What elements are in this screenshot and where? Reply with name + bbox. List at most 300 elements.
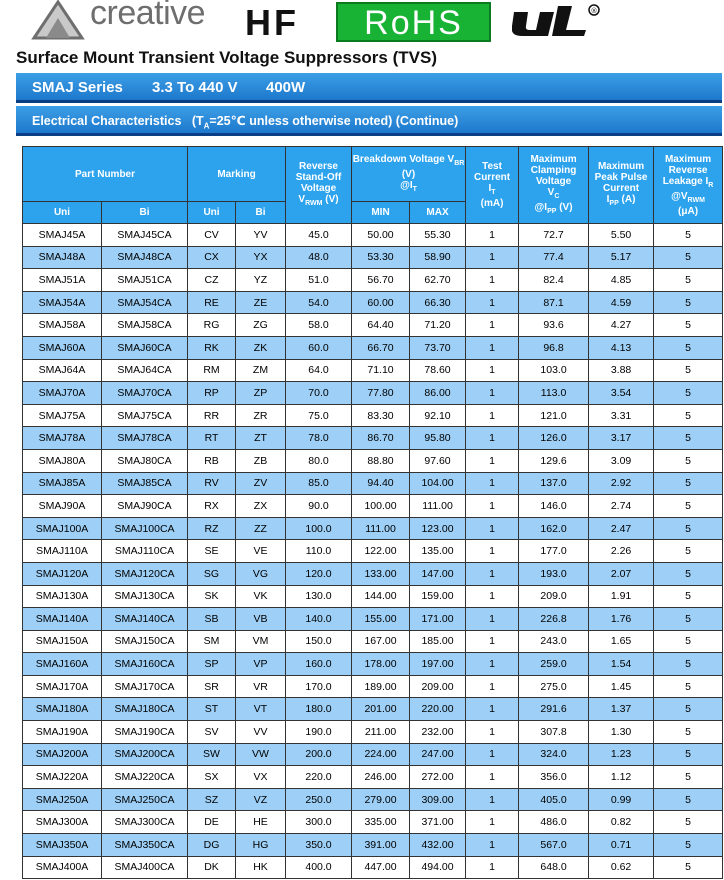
rohs-badge bbox=[336, 2, 491, 42]
cell-standoff-voltage: 190.0 bbox=[286, 721, 352, 744]
cell-breakdown-max: 135.00 bbox=[410, 540, 466, 563]
cell-part-uni: SMAJ75A bbox=[23, 404, 102, 427]
cell-marking-bi: HE bbox=[236, 811, 286, 834]
cell-part-bi: SMAJ350CA bbox=[102, 834, 188, 857]
cell-breakdown-max: 159.00 bbox=[410, 585, 466, 608]
cell-marking-bi: VV bbox=[236, 721, 286, 744]
cell-test-current: 1 bbox=[466, 721, 519, 744]
series-voltage: 3.3 To 440 V bbox=[152, 79, 238, 96]
table-row bbox=[23, 314, 723, 337]
cell-part-uni: SMAJ170A bbox=[23, 675, 102, 698]
section-banner bbox=[16, 106, 722, 136]
cell-part-uni: SMAJ110A bbox=[23, 540, 102, 563]
cell-test-current: 1 bbox=[466, 224, 519, 247]
header-logos bbox=[0, 0, 724, 46]
cell-breakdown-max: 55.30 bbox=[410, 224, 466, 247]
cell-part-bi: SMAJ160CA bbox=[102, 653, 188, 676]
cell-clamping-voltage: 103.0 bbox=[519, 359, 589, 382]
cell-test-current: 1 bbox=[466, 540, 519, 563]
cell-part-bi: SMAJ250CA bbox=[102, 788, 188, 811]
cell-part-bi: SMAJ58CA bbox=[102, 314, 188, 337]
table-row bbox=[23, 291, 723, 314]
cell-standoff-voltage: 150.0 bbox=[286, 630, 352, 653]
header-marking-bi: Bi bbox=[236, 202, 286, 224]
cell-peak-pulse-current: 1.76 bbox=[589, 608, 654, 631]
cell-clamping-voltage: 121.0 bbox=[519, 404, 589, 427]
cell-part-uni: SMAJ180A bbox=[23, 698, 102, 721]
cell-marking-uni: RB bbox=[188, 449, 236, 472]
cell-test-current: 1 bbox=[466, 698, 519, 721]
cell-breakdown-min: 94.40 bbox=[352, 472, 410, 495]
cell-marking-bi: ZE bbox=[236, 291, 286, 314]
cell-marking-uni: DG bbox=[188, 834, 236, 857]
cell-test-current: 1 bbox=[466, 788, 519, 811]
cell-marking-uni: SX bbox=[188, 766, 236, 789]
cell-peak-pulse-current: 1.23 bbox=[589, 743, 654, 766]
header-peak-pulse-current: Maximum Peak Pulse Current $I_{PP}$ (A) bbox=[589, 147, 654, 224]
series-power: 400W bbox=[266, 79, 306, 96]
cell-reverse-leakage: 5 bbox=[654, 427, 723, 450]
cell-marking-bi: VZ bbox=[236, 788, 286, 811]
cell-reverse-leakage: 5 bbox=[654, 608, 723, 631]
cell-part-bi: SMAJ100CA bbox=[102, 517, 188, 540]
cell-clamping-voltage: 96.8 bbox=[519, 336, 589, 359]
table-row bbox=[23, 517, 723, 540]
cell-clamping-voltage: 209.0 bbox=[519, 585, 589, 608]
cell-breakdown-max: 95.80 bbox=[410, 427, 466, 450]
table-row bbox=[23, 856, 723, 879]
cell-breakdown-max: 185.00 bbox=[410, 630, 466, 653]
cell-part-uni: SMAJ51A bbox=[23, 269, 102, 292]
cell-breakdown-min: 86.70 bbox=[352, 427, 410, 450]
cell-breakdown-min: 167.00 bbox=[352, 630, 410, 653]
table-row bbox=[23, 246, 723, 269]
cell-standoff-voltage: 64.0 bbox=[286, 359, 352, 382]
cell-marking-uni: RE bbox=[188, 291, 236, 314]
cell-part-bi: SMAJ170CA bbox=[102, 675, 188, 698]
cell-marking-bi: ZX bbox=[236, 495, 286, 518]
cell-breakdown-min: 122.00 bbox=[352, 540, 410, 563]
cell-test-current: 1 bbox=[466, 427, 519, 450]
table-row bbox=[23, 449, 723, 472]
cell-part-uni: SMAJ220A bbox=[23, 766, 102, 789]
cell-reverse-leakage: 5 bbox=[654, 382, 723, 405]
cell-peak-pulse-current: 3.31 bbox=[589, 404, 654, 427]
cell-part-uni: SMAJ140A bbox=[23, 608, 102, 631]
cell-part-bi: SMAJ90CA bbox=[102, 495, 188, 518]
cell-part-bi: SMAJ150CA bbox=[102, 630, 188, 653]
cell-test-current: 1 bbox=[466, 246, 519, 269]
cell-test-current: 1 bbox=[466, 314, 519, 337]
cell-reverse-leakage: 5 bbox=[654, 743, 723, 766]
cell-breakdown-max: 92.10 bbox=[410, 404, 466, 427]
cell-clamping-voltage: 82.4 bbox=[519, 269, 589, 292]
header-max: MAX bbox=[410, 202, 466, 224]
cell-standoff-voltage: 180.0 bbox=[286, 698, 352, 721]
cell-breakdown-min: 224.00 bbox=[352, 743, 410, 766]
cell-breakdown-max: 104.00 bbox=[410, 472, 466, 495]
cell-clamping-voltage: 486.0 bbox=[519, 811, 589, 834]
cell-breakdown-min: 279.00 bbox=[352, 788, 410, 811]
cell-clamping-voltage: 113.0 bbox=[519, 382, 589, 405]
page-title: Surface Mount Transient Voltage Suppressors (TVS) bbox=[16, 48, 437, 67]
cell-standoff-voltage: 220.0 bbox=[286, 766, 352, 789]
cell-breakdown-min: 77.80 bbox=[352, 382, 410, 405]
cell-part-bi: SMAJ220CA bbox=[102, 766, 188, 789]
cell-part-bi: SMAJ64CA bbox=[102, 359, 188, 382]
cell-breakdown-max: 309.00 bbox=[410, 788, 466, 811]
cell-marking-bi: YX bbox=[236, 246, 286, 269]
cell-standoff-voltage: 300.0 bbox=[286, 811, 352, 834]
cell-clamping-voltage: 291.6 bbox=[519, 698, 589, 721]
ul-certification-icon bbox=[512, 4, 602, 38]
cell-breakdown-min: 144.00 bbox=[352, 585, 410, 608]
cell-clamping-voltage: 146.0 bbox=[519, 495, 589, 518]
cell-marking-bi: VT bbox=[236, 698, 286, 721]
cell-clamping-voltage: 275.0 bbox=[519, 675, 589, 698]
cell-clamping-voltage: 137.0 bbox=[519, 472, 589, 495]
cell-reverse-leakage: 5 bbox=[654, 675, 723, 698]
cell-part-uni: SMAJ70A bbox=[23, 382, 102, 405]
cell-marking-bi: YV bbox=[236, 224, 286, 247]
cell-breakdown-max: 78.60 bbox=[410, 359, 466, 382]
cell-standoff-voltage: 140.0 bbox=[286, 608, 352, 631]
cell-part-bi: SMAJ190CA bbox=[102, 721, 188, 744]
cell-part-uni: SMAJ60A bbox=[23, 336, 102, 359]
cell-peak-pulse-current: 0.99 bbox=[589, 788, 654, 811]
cell-marking-bi: VM bbox=[236, 630, 286, 653]
cell-clamping-voltage: 126.0 bbox=[519, 427, 589, 450]
cell-part-uni: SMAJ48A bbox=[23, 246, 102, 269]
table-row bbox=[23, 675, 723, 698]
cell-reverse-leakage: 5 bbox=[654, 269, 723, 292]
cell-breakdown-min: 88.80 bbox=[352, 449, 410, 472]
cell-marking-uni: RG bbox=[188, 314, 236, 337]
cell-marking-uni: RP bbox=[188, 382, 236, 405]
cell-marking-bi: HG bbox=[236, 834, 286, 857]
cell-part-uni: SMAJ250A bbox=[23, 788, 102, 811]
cell-part-uni: SMAJ150A bbox=[23, 630, 102, 653]
cell-part-bi: SMAJ140CA bbox=[102, 608, 188, 631]
cell-reverse-leakage: 5 bbox=[654, 834, 723, 857]
cell-marking-bi: VP bbox=[236, 653, 286, 676]
table-row bbox=[23, 788, 723, 811]
header-min: MIN bbox=[352, 202, 410, 224]
ul-registered-mark: ® bbox=[590, 7, 598, 15]
table-row bbox=[23, 269, 723, 292]
cell-marking-bi: ZZ bbox=[236, 517, 286, 540]
cell-reverse-leakage: 5 bbox=[654, 585, 723, 608]
cell-marking-uni: SZ bbox=[188, 788, 236, 811]
cell-peak-pulse-current: 0.82 bbox=[589, 811, 654, 834]
cell-peak-pulse-current: 2.07 bbox=[589, 562, 654, 585]
cell-marking-uni: RZ bbox=[188, 517, 236, 540]
cell-breakdown-max: 97.60 bbox=[410, 449, 466, 472]
table-body bbox=[23, 224, 723, 879]
cell-clamping-voltage: 72.7 bbox=[519, 224, 589, 247]
cell-part-bi: SMAJ180CA bbox=[102, 698, 188, 721]
cell-breakdown-min: 66.70 bbox=[352, 336, 410, 359]
cell-part-uni: SMAJ130A bbox=[23, 585, 102, 608]
cell-peak-pulse-current: 0.71 bbox=[589, 834, 654, 857]
cell-part-bi: SMAJ70CA bbox=[102, 382, 188, 405]
cell-marking-uni: SV bbox=[188, 721, 236, 744]
cell-peak-pulse-current: 1.37 bbox=[589, 698, 654, 721]
cell-clamping-voltage: 162.0 bbox=[519, 517, 589, 540]
cell-marking-bi: ZT bbox=[236, 427, 286, 450]
cell-peak-pulse-current: 3.54 bbox=[589, 382, 654, 405]
cell-standoff-voltage: 170.0 bbox=[286, 675, 352, 698]
cell-part-bi: SMAJ85CA bbox=[102, 472, 188, 495]
header-standoff-voltage: Reverse Stand-Off Voltage $V_{RWM}$ (V) bbox=[286, 147, 352, 224]
cell-breakdown-min: 83.30 bbox=[352, 404, 410, 427]
header-clamping-voltage: Maximum Clamping Voltage $V_C$ $@I_{PP}$ (V) bbox=[519, 147, 589, 224]
cell-standoff-voltage: 80.0 bbox=[286, 449, 352, 472]
cell-marking-uni: RK bbox=[188, 336, 236, 359]
cell-breakdown-min: 71.10 bbox=[352, 359, 410, 382]
cell-test-current: 1 bbox=[466, 743, 519, 766]
table-row bbox=[23, 472, 723, 495]
cell-breakdown-min: 50.00 bbox=[352, 224, 410, 247]
cell-breakdown-min: 335.00 bbox=[352, 811, 410, 834]
cell-breakdown-max: 73.70 bbox=[410, 336, 466, 359]
cell-standoff-voltage: 48.0 bbox=[286, 246, 352, 269]
cell-marking-uni: CX bbox=[188, 246, 236, 269]
cell-reverse-leakage: 5 bbox=[654, 472, 723, 495]
cell-peak-pulse-current: 2.74 bbox=[589, 495, 654, 518]
cell-breakdown-min: 201.00 bbox=[352, 698, 410, 721]
cell-standoff-voltage: 60.0 bbox=[286, 336, 352, 359]
cell-peak-pulse-current: 4.59 bbox=[589, 291, 654, 314]
cell-marking-bi: ZR bbox=[236, 404, 286, 427]
header-marking-uni: Uni bbox=[188, 202, 236, 224]
table-row bbox=[23, 743, 723, 766]
header-part-number: Part Number bbox=[23, 147, 188, 202]
cell-part-uni: SMAJ58A bbox=[23, 314, 102, 337]
table-row bbox=[23, 653, 723, 676]
cell-peak-pulse-current: 1.30 bbox=[589, 721, 654, 744]
cell-marking-bi: VG bbox=[236, 562, 286, 585]
cell-test-current: 1 bbox=[466, 562, 519, 585]
cell-breakdown-max: 209.00 bbox=[410, 675, 466, 698]
cell-part-uni: SMAJ200A bbox=[23, 743, 102, 766]
table-row bbox=[23, 630, 723, 653]
cell-marking-bi: HK bbox=[236, 856, 286, 879]
cell-marking-uni: ST bbox=[188, 698, 236, 721]
header-bi: Bi bbox=[102, 202, 188, 224]
cell-part-uni: SMAJ400A bbox=[23, 856, 102, 879]
cell-marking-uni: RV bbox=[188, 472, 236, 495]
header-uni: Uni bbox=[23, 202, 102, 224]
cell-part-bi: SMAJ110CA bbox=[102, 540, 188, 563]
cell-breakdown-min: 100.00 bbox=[352, 495, 410, 518]
cell-standoff-voltage: 110.0 bbox=[286, 540, 352, 563]
table-row bbox=[23, 540, 723, 563]
cell-peak-pulse-current: 1.45 bbox=[589, 675, 654, 698]
cell-breakdown-min: 178.00 bbox=[352, 653, 410, 676]
cell-marking-bi: ZG bbox=[236, 314, 286, 337]
cell-reverse-leakage: 5 bbox=[654, 224, 723, 247]
cell-standoff-voltage: 75.0 bbox=[286, 404, 352, 427]
cell-clamping-voltage: 356.0 bbox=[519, 766, 589, 789]
cell-breakdown-min: 56.70 bbox=[352, 269, 410, 292]
cell-breakdown-min: 64.40 bbox=[352, 314, 410, 337]
cell-part-bi: SMAJ51CA bbox=[102, 269, 188, 292]
cell-marking-bi: ZM bbox=[236, 359, 286, 382]
cell-clamping-voltage: 177.0 bbox=[519, 540, 589, 563]
cell-test-current: 1 bbox=[466, 404, 519, 427]
cell-clamping-voltage: 87.1 bbox=[519, 291, 589, 314]
cell-test-current: 1 bbox=[466, 630, 519, 653]
cell-test-current: 1 bbox=[466, 269, 519, 292]
cell-reverse-leakage: 5 bbox=[654, 336, 723, 359]
cell-clamping-voltage: 307.8 bbox=[519, 721, 589, 744]
cell-marking-uni: SG bbox=[188, 562, 236, 585]
cell-part-uni: SMAJ350A bbox=[23, 834, 102, 857]
cell-peak-pulse-current: 5.50 bbox=[589, 224, 654, 247]
cell-breakdown-min: 111.00 bbox=[352, 517, 410, 540]
cell-test-current: 1 bbox=[466, 811, 519, 834]
cell-breakdown-min: 53.30 bbox=[352, 246, 410, 269]
cell-reverse-leakage: 5 bbox=[654, 562, 723, 585]
cell-marking-bi: VE bbox=[236, 540, 286, 563]
cell-peak-pulse-current: 2.92 bbox=[589, 472, 654, 495]
cell-part-bi: SMAJ78CA bbox=[102, 427, 188, 450]
cell-marking-uni: SP bbox=[188, 653, 236, 676]
cell-breakdown-max: 220.00 bbox=[410, 698, 466, 721]
cell-marking-uni: RM bbox=[188, 359, 236, 382]
cell-reverse-leakage: 5 bbox=[654, 495, 723, 518]
cell-standoff-voltage: 58.0 bbox=[286, 314, 352, 337]
cell-breakdown-min: 155.00 bbox=[352, 608, 410, 631]
cell-marking-bi: ZK bbox=[236, 336, 286, 359]
cell-part-bi: SMAJ400CA bbox=[102, 856, 188, 879]
cell-test-current: 1 bbox=[466, 359, 519, 382]
cell-breakdown-min: 211.00 bbox=[352, 721, 410, 744]
cell-test-current: 1 bbox=[466, 291, 519, 314]
cell-standoff-voltage: 120.0 bbox=[286, 562, 352, 585]
cell-reverse-leakage: 5 bbox=[654, 517, 723, 540]
cell-part-uni: SMAJ90A bbox=[23, 495, 102, 518]
cell-peak-pulse-current: 3.09 bbox=[589, 449, 654, 472]
cell-peak-pulse-current: 1.65 bbox=[589, 630, 654, 653]
cell-breakdown-max: 171.00 bbox=[410, 608, 466, 631]
creative-logo-icon bbox=[30, 0, 86, 40]
cell-part-uni: SMAJ300A bbox=[23, 811, 102, 834]
cell-marking-bi: ZB bbox=[236, 449, 286, 472]
cell-part-bi: SMAJ80CA bbox=[102, 449, 188, 472]
cell-reverse-leakage: 5 bbox=[654, 856, 723, 879]
cell-standoff-voltage: 200.0 bbox=[286, 743, 352, 766]
cell-clamping-voltage: 324.0 bbox=[519, 743, 589, 766]
table-row bbox=[23, 766, 723, 789]
cell-marking-uni: SR bbox=[188, 675, 236, 698]
cell-breakdown-min: 60.00 bbox=[352, 291, 410, 314]
cell-standoff-voltage: 90.0 bbox=[286, 495, 352, 518]
cell-part-uni: SMAJ45A bbox=[23, 224, 102, 247]
cell-breakdown-max: 123.00 bbox=[410, 517, 466, 540]
cell-marking-uni: RT bbox=[188, 427, 236, 450]
cell-marking-bi: VW bbox=[236, 743, 286, 766]
cell-clamping-voltage: 226.8 bbox=[519, 608, 589, 631]
cell-standoff-voltage: 70.0 bbox=[286, 382, 352, 405]
cell-peak-pulse-current: 4.85 bbox=[589, 269, 654, 292]
cell-part-uni: SMAJ54A bbox=[23, 291, 102, 314]
cell-part-bi: SMAJ200CA bbox=[102, 743, 188, 766]
cell-part-bi: SMAJ54CA bbox=[102, 291, 188, 314]
table-row bbox=[23, 585, 723, 608]
cell-reverse-leakage: 5 bbox=[654, 788, 723, 811]
cell-reverse-leakage: 5 bbox=[654, 246, 723, 269]
cell-reverse-leakage: 5 bbox=[654, 359, 723, 382]
cell-part-bi: SMAJ48CA bbox=[102, 246, 188, 269]
cell-clamping-voltage: 259.0 bbox=[519, 653, 589, 676]
cell-breakdown-max: 111.00 bbox=[410, 495, 466, 518]
table-row bbox=[23, 427, 723, 450]
cell-part-uni: SMAJ100A bbox=[23, 517, 102, 540]
table-row bbox=[23, 811, 723, 834]
cell-breakdown-min: 133.00 bbox=[352, 562, 410, 585]
cell-marking-uni: SM bbox=[188, 630, 236, 653]
cell-reverse-leakage: 5 bbox=[654, 721, 723, 744]
cell-breakdown-min: 391.00 bbox=[352, 834, 410, 857]
cell-reverse-leakage: 5 bbox=[654, 291, 723, 314]
cell-part-bi: SMAJ60CA bbox=[102, 336, 188, 359]
cell-standoff-voltage: 350.0 bbox=[286, 834, 352, 857]
cell-standoff-voltage: 85.0 bbox=[286, 472, 352, 495]
cell-marking-bi: YZ bbox=[236, 269, 286, 292]
cell-standoff-voltage: 400.0 bbox=[286, 856, 352, 879]
cell-test-current: 1 bbox=[466, 585, 519, 608]
cell-part-bi: SMAJ45CA bbox=[102, 224, 188, 247]
cell-marking-uni: DE bbox=[188, 811, 236, 834]
cell-part-uni: SMAJ190A bbox=[23, 721, 102, 744]
rohs-label: RoHS bbox=[364, 4, 463, 42]
cell-peak-pulse-current: 4.13 bbox=[589, 336, 654, 359]
cell-part-uni: SMAJ80A bbox=[23, 449, 102, 472]
cell-part-bi: SMAJ75CA bbox=[102, 404, 188, 427]
cell-clamping-voltage: 129.6 bbox=[519, 449, 589, 472]
cell-part-bi: SMAJ120CA bbox=[102, 562, 188, 585]
cell-marking-uni: CV bbox=[188, 224, 236, 247]
cell-breakdown-max: 66.30 bbox=[410, 291, 466, 314]
cell-marking-bi: VR bbox=[236, 675, 286, 698]
cell-standoff-voltage: 250.0 bbox=[286, 788, 352, 811]
table-row bbox=[23, 721, 723, 744]
cell-reverse-leakage: 5 bbox=[654, 404, 723, 427]
cell-standoff-voltage: 130.0 bbox=[286, 585, 352, 608]
cell-peak-pulse-current: 1.12 bbox=[589, 766, 654, 789]
cell-marking-uni: CZ bbox=[188, 269, 236, 292]
header-reverse-leakage: Maximum Reverse Leakage $I_R$ $@V_{RWM}$ (μA) bbox=[654, 147, 723, 224]
cell-clamping-voltage: 77.4 bbox=[519, 246, 589, 269]
table-row bbox=[23, 562, 723, 585]
cell-test-current: 1 bbox=[466, 856, 519, 879]
table-row bbox=[23, 382, 723, 405]
cell-clamping-voltage: 193.0 bbox=[519, 562, 589, 585]
cell-breakdown-max: 147.00 bbox=[410, 562, 466, 585]
cell-part-uni: SMAJ64A bbox=[23, 359, 102, 382]
cell-peak-pulse-current: 2.47 bbox=[589, 517, 654, 540]
table-row bbox=[23, 359, 723, 382]
table-row bbox=[23, 404, 723, 427]
cell-marking-uni: SW bbox=[188, 743, 236, 766]
cell-breakdown-max: 197.00 bbox=[410, 653, 466, 676]
cell-breakdown-max: 71.20 bbox=[410, 314, 466, 337]
cell-breakdown-min: 447.00 bbox=[352, 856, 410, 879]
cell-standoff-voltage: 45.0 bbox=[286, 224, 352, 247]
cell-marking-uni: RX bbox=[188, 495, 236, 518]
